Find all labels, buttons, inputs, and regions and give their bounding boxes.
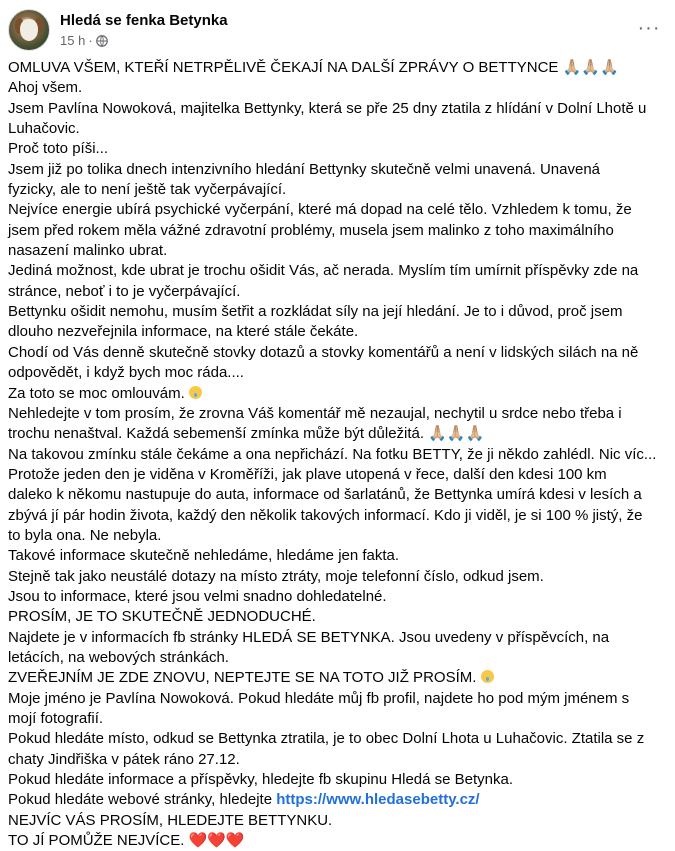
post-text-line: Chodí od Vás denně skutečně stovky dotazů a stovky komentářů a není v lidských silách na ně xyxy=(8,343,639,361)
post-text-line: Jsem již po tolika dnech intenzivního hledání Bettynky skutečně velmi unavená. Unavená xyxy=(8,160,601,178)
post-text-line: TO JÍ POMŮŽE NEJVÍCE. ❤️❤️❤️ xyxy=(8,832,245,850)
post-text-line: zbývá jí pár hodin života, každý den několik takových informací. Kdo ji viděl, je si 100 % jistý, že xyxy=(8,506,643,524)
post-text-line: Moje jméno je Pavlína Nowoková. Pokud hledáte můj fb profil, najdete ho pod mým jménem s xyxy=(8,689,630,707)
post-text-line: OMLUVA VŠEM, KTEŘÍ NETRPĚLIVĚ ČEKAJÍ NA DALŠÍ ZPRÁVY O BETTYNCE 🙏🏼🙏🏼🙏🏼 xyxy=(8,59,619,76)
post-text-line: Pokud hledáte místo, odkud se Bettynka ztratila, je to obec Dolní Lhota u Luhačovic. Ztatila se z xyxy=(8,730,645,748)
post-text-line: dlouho nezveřejnila informace, na které stále čekáte. xyxy=(8,323,359,341)
post-text-line: Luhačovic. xyxy=(8,120,80,138)
post-text: ZVEŘEJNÍM JE ZDE ZNOVU, NEPTEJTE SE NA TOTO JIŽ PROSÍM. xyxy=(8,669,477,687)
page-avatar[interactable] xyxy=(8,9,50,51)
post-header xyxy=(8,8,228,52)
post-text-line: Bettynku ošidit nemohu, musím šetřit a rozkládat síly na její hledání. Je to i důvod, proč jsem xyxy=(8,303,623,321)
post-text-line: Jsou to informace, které jsou velmi snadno dohledatelné. xyxy=(8,587,387,605)
post-text-line: Na takovou zmínku stále čekáme a ona nepřichází. Na fotku BETTY, že ji někdo zahlédl. Nic víc... xyxy=(8,445,657,463)
post-meta xyxy=(60,11,228,49)
post-text-line: daleko k někomu nastupuje do auta, informace od šarlatánů, že Bettynka umírá kdesi v lesích a xyxy=(8,486,642,504)
post-text-line: fyzicky, ale to není ještě tak vyčerpávající. xyxy=(8,181,287,199)
post-text-line: PROSÍM, JE TO SKUTEČNĚ JEDNODUCHÉ. xyxy=(8,608,316,626)
post-timestamp[interactable]: 15 h xyxy=(60,33,86,48)
post-text-line: to byla ona. Ne nebyla. xyxy=(8,526,162,544)
post-text-line: chaty Jindřiška v pátek ráno 27.12. xyxy=(8,750,240,768)
separator-dot: · xyxy=(88,33,93,48)
post-text-line-with-emoji xyxy=(8,384,668,404)
post-text: Za toto se moc omlouvám. xyxy=(8,384,185,402)
post-text-line: Najdete je v informacích fb stránky HLEDÁ SE BETYNKA. Jsou uvedeny v příspěvcích, na xyxy=(8,628,610,646)
page-name-link[interactable]: Hledá se fenka Betynka xyxy=(60,12,228,29)
post-text-line: trochu nenaštval. Každá sebemenší zmínka může být důležitá. 🙏🏼🙏🏼🙏🏼 xyxy=(8,425,485,443)
post-text-line: nasazení malinko ubrat. xyxy=(8,242,168,260)
post-text: Pokud hledáte webové stránky, hledejte xyxy=(8,791,277,809)
post-text-line: Stejně tak jako neustálé dotazy na místo ztráty, moje telefonní číslo, odkud jsem. xyxy=(8,567,544,585)
post-text-line: Pokud hledáte informace a příspěvky, hledejte fb skupinu Hledá se Betynka. xyxy=(8,771,514,789)
post-text-line: jsem před rokem měla vážné zdravotní problémy, musela jsem malinko z toho maximálního xyxy=(8,221,614,239)
post-text-line: Takové informace skutečně nehledáme, hledáme jen fakta. xyxy=(8,547,400,565)
globe-icon xyxy=(96,35,108,47)
website-link[interactable]: https://www.hledasebetty.cz/ xyxy=(276,791,480,809)
avatar-dog-face xyxy=(20,19,38,41)
post-text-line: stránce, neboť i to je vyčerpávající. xyxy=(8,282,241,300)
post-text-line: letácích, na webových stránkách. xyxy=(8,648,229,666)
sad-face-emoji xyxy=(189,386,202,399)
post-text-line: Nejvíce energie ubírá psychické vyčerpání, které má dopad na celé tělo. Vzhledem k tomu, že xyxy=(8,201,632,219)
post-body xyxy=(8,58,668,851)
post-text-line: Ahoj všem. xyxy=(8,79,83,97)
sad-face-emoji xyxy=(481,670,494,683)
post-text-line: Jsem Pavlína Nowoková, majitelka Bettynky, která se pře 25 dny ztatila z hlídání v Dolní Lhotě u xyxy=(8,99,647,117)
post-text-line: Proč toto píši... xyxy=(8,140,109,158)
more-options-icon[interactable]: ··· xyxy=(637,16,661,39)
post-text-line: Nehledejte v tom prosím, že zrovna Váš komentář mě nezaujal, nechytil u srdce nebo třeba i xyxy=(8,404,622,422)
post-text-line: mojí fotografií. xyxy=(8,710,104,727)
post-text-line: Jediná možnost, kde ubrat je trochu ošidit Vás, ač nerada. Myslím tím umírnit příspěvky zde na xyxy=(8,262,639,280)
post-text-line: NEJVÍC VÁS PROSÍM, HLEDEJTE BETTYNKU. xyxy=(8,811,333,829)
post-text-line: Protože jeden den je viděna v Kroměříži, jak plave utopená v řece, další den kdesi 100 km xyxy=(8,465,607,483)
post-subtitle xyxy=(60,32,228,49)
post-text-line: odpovědět, i když bych moc ráda.... xyxy=(8,364,244,382)
post-text-line-with-emoji xyxy=(8,668,668,688)
